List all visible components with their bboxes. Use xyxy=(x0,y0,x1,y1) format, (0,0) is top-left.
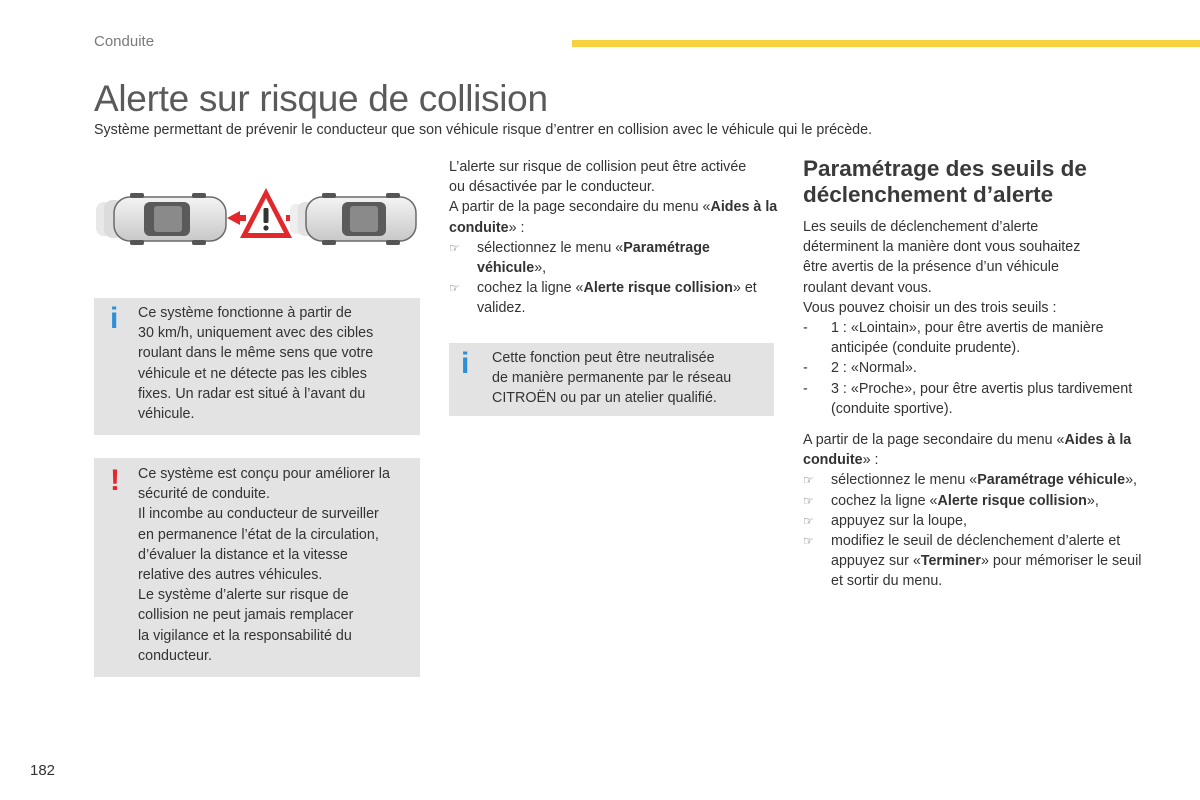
activation-text xyxy=(449,157,779,197)
info-note-text xyxy=(138,303,408,424)
list-item: - 1 : «Lointain», pour être avertis de manière anticipée (conduite prudente). xyxy=(803,320,1104,357)
page-title: Alerte sur risque de collision xyxy=(94,78,548,119)
info-icon: i xyxy=(461,347,470,380)
info-note-neutralize xyxy=(449,343,774,416)
list-item: ☞ appuyez sur la loupe, xyxy=(803,511,1143,531)
note-line: fixes. Un radar est situé à l’avant du xyxy=(138,385,366,402)
car-rear-icon xyxy=(96,193,226,245)
pointing-hand-icon: ☞ xyxy=(803,534,814,549)
section-heading: Paramétrage des seuils de déclenchement d’alerte xyxy=(803,156,1087,207)
note-line: Le système d’alerte sur risque de xyxy=(138,587,349,604)
menu-name: Paramétrage véhicule xyxy=(477,239,710,277)
menu-path-text: A partir de la page secondaire du menu «Aides à la conduite» : xyxy=(803,432,1132,469)
note-line: Cette fonction peut être neutralisée xyxy=(492,350,715,366)
pointing-hand-icon: ☞ xyxy=(449,240,460,255)
note-line: véhicule et ne détecte pas les cibles xyxy=(138,365,367,382)
warning-note-text xyxy=(138,464,413,666)
car-front-icon xyxy=(290,193,416,245)
pointing-hand-icon: ☞ xyxy=(803,493,814,508)
note-line: de manière permanente par le réseau xyxy=(492,370,732,387)
note-line: relative des autres véhicules. xyxy=(138,567,323,584)
text-line: L’alerte sur risque de collision peut être activée xyxy=(449,159,747,175)
info-note-text xyxy=(492,348,762,409)
activation-steps xyxy=(449,238,779,319)
warning-note xyxy=(94,458,420,677)
threshold-steps xyxy=(803,470,1143,591)
pointing-hand-icon: ☞ xyxy=(449,281,460,296)
note-line: Ce système est conçu pour améliorer la xyxy=(138,466,390,482)
menu-name: Aides à la conduite xyxy=(449,199,778,236)
text-line: ou désactivée par le conducteur. xyxy=(449,179,655,196)
note-line: Il incombe au conducteur de surveiller xyxy=(138,506,379,523)
option-name: Alerte risque collision xyxy=(937,492,1087,509)
button-name: Terminer xyxy=(920,553,981,570)
note-line: 30 km/h, uniquement avec des cibles xyxy=(138,325,374,342)
menu-path-text: A partir de la page secondaire du menu «Aides à la conduite» : xyxy=(449,199,778,236)
menu-name: Aides à la conduite xyxy=(803,432,1132,469)
threshold-settings xyxy=(803,217,1143,592)
note-line: CITROËN ou par un atelier qualifié. xyxy=(492,390,717,407)
note-line: véhicule. xyxy=(138,406,195,423)
threshold-list xyxy=(803,318,1143,419)
list-item: ☞ cochez la ligne «Alerte risque collision» et validez. xyxy=(449,280,757,317)
note-line: conducteur. xyxy=(138,647,212,664)
note-line: roulant dans le même sens que votre xyxy=(138,345,374,362)
intro-text: Système permettant de prévenir le conducteur que son véhicule risque d’entrer en collision avec le véhicule qui le précède. xyxy=(94,122,873,138)
note-line: la vigilance et la responsabilité du xyxy=(138,627,352,644)
info-note-radar xyxy=(94,298,420,435)
page-number: 182 xyxy=(30,762,56,779)
pointing-hand-icon: ☞ xyxy=(803,473,814,488)
note-line: sécurité de conduite. xyxy=(138,486,270,503)
option-name: Alerte risque collision xyxy=(583,280,733,297)
header-accent-bar xyxy=(572,40,1200,47)
section-label: Conduite xyxy=(94,33,155,50)
activation-instructions xyxy=(449,157,779,319)
note-line: d’évaluer la distance et la vitesse xyxy=(138,546,348,563)
list-item: ☞ sélectionnez le menu «Paramétrage véhicule», xyxy=(803,470,1143,490)
threshold-intro: Les seuils de déclenchement d’alerte déterminent la manière dont vous souhaitez être avertis de la présence d’un véhicule roulant devant vous. Vous pouvez choisir un des trois seuils : xyxy=(803,219,1081,316)
note-line: Ce système fonctionne à partir de xyxy=(138,305,352,321)
pointing-hand-icon: ☞ xyxy=(803,513,814,528)
list-item: ☞ sélectionnez le menu «Paramétrage véhicule», xyxy=(449,239,710,277)
note-line: en permanence l’état de la circulation, xyxy=(138,526,379,543)
warning-icon: ! xyxy=(110,464,120,497)
info-icon: i xyxy=(110,302,119,335)
list-item: - 2 : «Normal». xyxy=(803,360,917,377)
collision-illustration xyxy=(94,180,420,260)
list-item: - 3 : «Proche», pour être avertis plus tardivement (conduite sportive). xyxy=(803,380,1133,417)
list-item: ☞ modifiez le seuil de déclenchement d’alerte et appuyez sur «Terminer» pour mémoriser le seuil et sortir du menu. xyxy=(803,533,1142,590)
note-line: collision ne peut jamais remplacer xyxy=(138,607,354,624)
list-item: ☞ cochez la ligne «Alerte risque collision», xyxy=(803,491,1143,511)
menu-name: Paramétrage véhicule xyxy=(977,472,1126,489)
